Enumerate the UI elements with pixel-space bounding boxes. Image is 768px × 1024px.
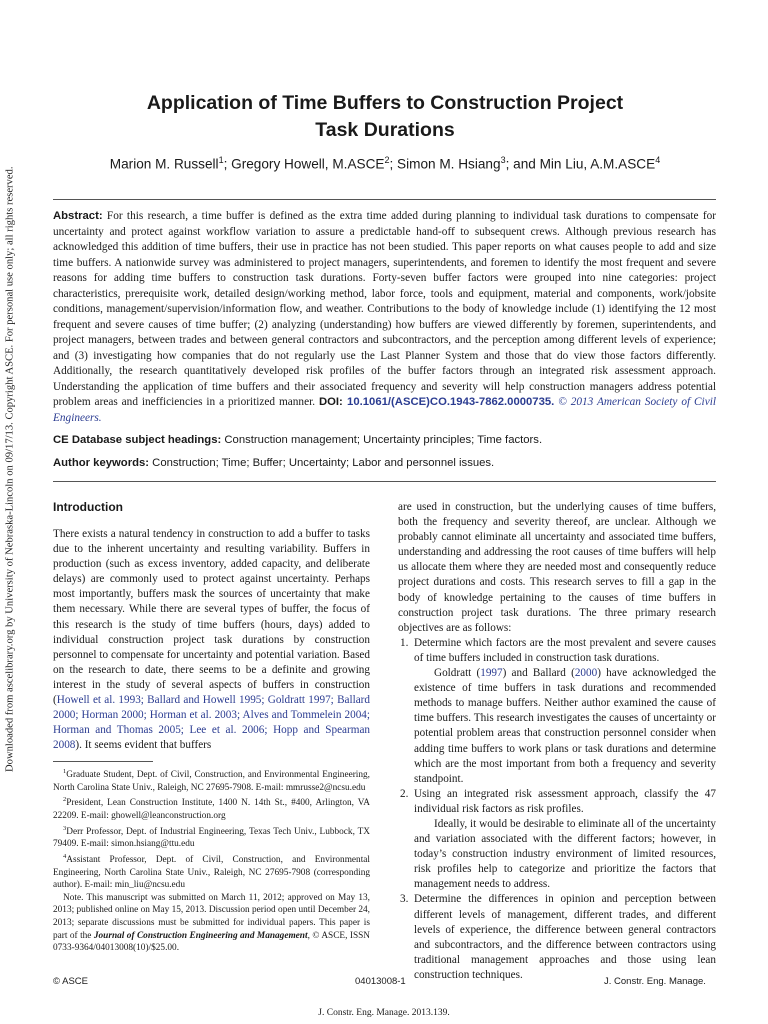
footnote-1-text: Graduate Student, Dept. of Civil, Construction, and Environmental Engineering, North Carolina State Univ., Raleigh, NC 27695-7908. E-mail: mmrusse2@ncsu.edu [53, 770, 370, 793]
author-4: ; and Min Liu, A.M.ASCE [505, 156, 656, 172]
objective-1 [398, 636, 716, 787]
footnote-3 [53, 823, 370, 851]
abstract-label: Abstract: [53, 210, 103, 222]
left-column [53, 527, 370, 753]
author-4-mark: 4 [655, 155, 661, 165]
title-line-2: Task Durations [315, 119, 455, 141]
subject-headings-label: CE Database subject headings: [53, 434, 222, 446]
title-line-1: Application of Time Buffers to Construction Project [146, 92, 624, 114]
manuscript-note-issn: , © ASCE, ISSN 0733-9364/04013008(10)/$25.00. [53, 930, 370, 954]
download-notice [3, 166, 17, 772]
keywords-bottom-rule [53, 481, 716, 482]
intro-paragraph [53, 527, 370, 753]
doi-link[interactable]: 10.1061/(ASCE)CO.1943-7862.0000735. [342, 396, 555, 408]
manuscript-note [53, 892, 370, 955]
objectives-list [398, 636, 716, 983]
author-keywords-label: Author keywords: [53, 457, 150, 469]
author-list [60, 155, 710, 172]
objective-1-discussion-c: ) have acknowledged the existence of time buffers in task durations and recommended methods to manage buffers. Neither author examined the cause of time buffers. This research investigates the causes of uncertainty or potential problem areas that construction personnel consider when adding time buffers to work plans or task durations and determine which are the most important from both a frequency and severity standpoint. [414, 667, 716, 785]
abstract-text: For this research, a time buffer is defined as the extra time added during planning to individual task durations to compensate for uncertainty and protect against workflow variation to assure a predictable hand-off to subsequent crews. Although previous research has acknowledged this addition of time buffers, their use in practice has not been studied. This paper reports on what causes people to add and size time buffers. A nationwide survey was administered to project managers, superintendents, and foremen to identify the most frequent and severe reasons for adding time buffers to construction task durations. Forty-seven buffer factors were grouped into nine categories: project characteristics, prerequisite work, detailed design/working method, labor force, tools and equipment, material and components, work/jobsite conditions, management/supervision/information flow, and weather. Contributions to the body of knowledge include (1) identifying the 12 most frequent and severe causes of time buffer; (2) analyzing (understanding) how buffers are viewed differently by foremen, superintendents, and project managers, between trades and between general contractors and subcontractors, and the perception among different levels of experience; and (3) investigating how companies that do not regularly use the Last Planner System and those that do view those factors differently. Additionally, the research quantitatively developed risk profiles of the buffer factors through an integrated risk assessment approach. Understanding the application of time buffers and their associated frequency and severity will help construction managers address potential problem areas and inefficiencies in a prioritized manner. [53, 210, 716, 408]
footer-journal: J. Constr. Eng. Manage. [604, 976, 706, 987]
author-3-mark: 3 [500, 155, 506, 165]
footnote-rule [53, 761, 153, 762]
right-column [398, 500, 716, 983]
bottom-citation: J. Constr. Eng. Manage. 2013.139. [318, 1008, 450, 1018]
objective-1-discussion-b: ) and Ballard ( [502, 667, 575, 680]
footnote-1-mark: 1 [63, 768, 67, 775]
objective-2 [398, 787, 716, 893]
footnote-2-text: President, Lean Construction Institute, 1400 N. 14th St., #400, Arlington, VA 22209. E-mail: ghowell@leanconstruction.org [53, 798, 370, 821]
footer-article-number: 04013008-1 [355, 976, 406, 987]
intro-text: There exists a natural tendency in construction to add a buffer to tasks due to the inherent uncertainty and resulting variability. Buffers in production (such as excess inventory, added capacity, and deliberate delays) are commonly used to protect against uncertainty. Perhaps most importantly, buffers mask the sources of uncertainty that make them necessary. While there are several types of buffer, the focus of this research is the study of time buffers (hours, days) added to individual construction project task durations by construction personnel to compensate for uncertainty and potential variation. Based on the research to date, there seems to be a definite and growing interest in the study of several aspects of buffers in construction ( [53, 528, 370, 707]
intro-references[interactable]: Howell et al. 1993; Ballard and Howell 1995; Goldratt 1997; Ballard 2000; Horman 2000; Horman et al. 2003; Alves and Tommelein 2004; Horman and Thomas 2005; Lee et al. 2006; Hopp and Spearman 2008 [53, 694, 370, 752]
footnotes [53, 766, 370, 955]
journal-name: Journal of Construction Engineering and Management [93, 930, 308, 941]
introduction-heading: Introduction [53, 500, 123, 514]
paper-title [80, 90, 690, 144]
objective-3 [398, 892, 716, 983]
footnote-3-text: Derr Professor, Dept. of Industrial Engineering, Texas Tech Univ., Lubbock, TX 79409. E-mail: simon.hsiang@ttu.edu [53, 826, 370, 850]
objective-2-text: Using an integrated risk assessment approach, classify the 47 individual risk factors as risk profiles. [414, 787, 716, 815]
author-2-mark: 2 [384, 155, 390, 165]
objective-2-number: 2. [400, 787, 409, 800]
manuscript-note-text: Note. This manuscript was submitted on March 11, 2012; approved on May 13, 2013; published online on May 15, 2013. Discussion period open until December 24, 2013; separate discussions must be submitted for individual papers. This paper is part of the [53, 892, 370, 941]
footnote-4-mark: 4 [63, 852, 67, 860]
intro-text-end: ). It seems evident that buffers [75, 739, 212, 752]
abstract-copyright: © 2013 American Society of Civil Engineers. [53, 396, 716, 424]
author-keywords [53, 457, 716, 469]
objective-2-discussion: Ideally, it would be desirable to eliminate all of the uncertainty and variation associated with the different factors; however, in today’s construction industry environment of limited resources, risk profiles help to categorize and prioritize the factors that management needs to address. [414, 817, 716, 891]
abstract [53, 209, 716, 426]
author-2: ; Gregory Howell, M.ASCE [223, 156, 385, 172]
author-keywords-text: Construction; Time; Buffer; Uncertainty; Labor and personnel issues. [149, 457, 495, 469]
footnote-4 [53, 851, 370, 892]
footnote-4-text: Assistant Professor, Dept. of Civil, Construction, and Environmental Engineering, North Carolina State Univ., Raleigh, NC 27695-7908 (corresponding author). E-mail: min_liu@ncsu.edu [53, 854, 370, 891]
download-notice-text: Downloaded from ascelibrary.org by University of Nebraska-Lincoln on 09/17/13. Copyright ASCE. For personal use only; all rights reserved. [4, 166, 16, 772]
author-1: Marion M. Russell [109, 156, 219, 172]
footnote-3-mark: 3 [63, 824, 67, 832]
ballard-ref[interactable]: 2000 [574, 667, 598, 680]
footnote-1 [53, 766, 370, 794]
author-1-mark: 1 [218, 155, 224, 165]
doi-label: DOI: [318, 396, 343, 408]
subject-headings-text: Construction management; Uncertainty principles; Time factors. [221, 434, 543, 446]
objective-1-text: Determine which factors are the most prevalent and severe causes of time buffers included in construction task durations. [414, 636, 716, 664]
goldratt-ref[interactable]: 1997 [480, 667, 503, 680]
footnote-2-mark: 2 [63, 796, 67, 804]
abstract-top-rule [53, 199, 716, 200]
objective-3-text: Determine the differences in opinion and perception between different levels of management, different trades, and different levels of experience, the difference between general contractors and subcontractors, and the difference between contractors using traditional management approaches and those using lean construction techniques. [414, 893, 716, 981]
footnote-2 [53, 794, 370, 822]
objective-1-number: 1. [400, 636, 409, 649]
footer-copyright: © ASCE [53, 976, 88, 987]
author-3: ; Simon M. Hsiang [389, 156, 501, 172]
objective-3-number: 3. [400, 893, 409, 906]
subject-headings [53, 434, 716, 446]
intro-continuation: are used in construction, but the underlying causes of time buffers, both the frequency and severity thereof, are unclear. Although we probably cannot eliminate all uncertainty and associated time buffers, understanding and addressing the root causes of time buffers will help us allocate them where they are needed most and consequently reduce project durations and costs. This research serves to fill a gap in the body of knowledge pertaining to the causes of time buffers in construction project task durations. The three primary research objectives are as follows: [398, 501, 716, 634]
objective-1-discussion-a: Goldratt ( [434, 667, 481, 680]
objective-1-discussion [414, 666, 716, 787]
